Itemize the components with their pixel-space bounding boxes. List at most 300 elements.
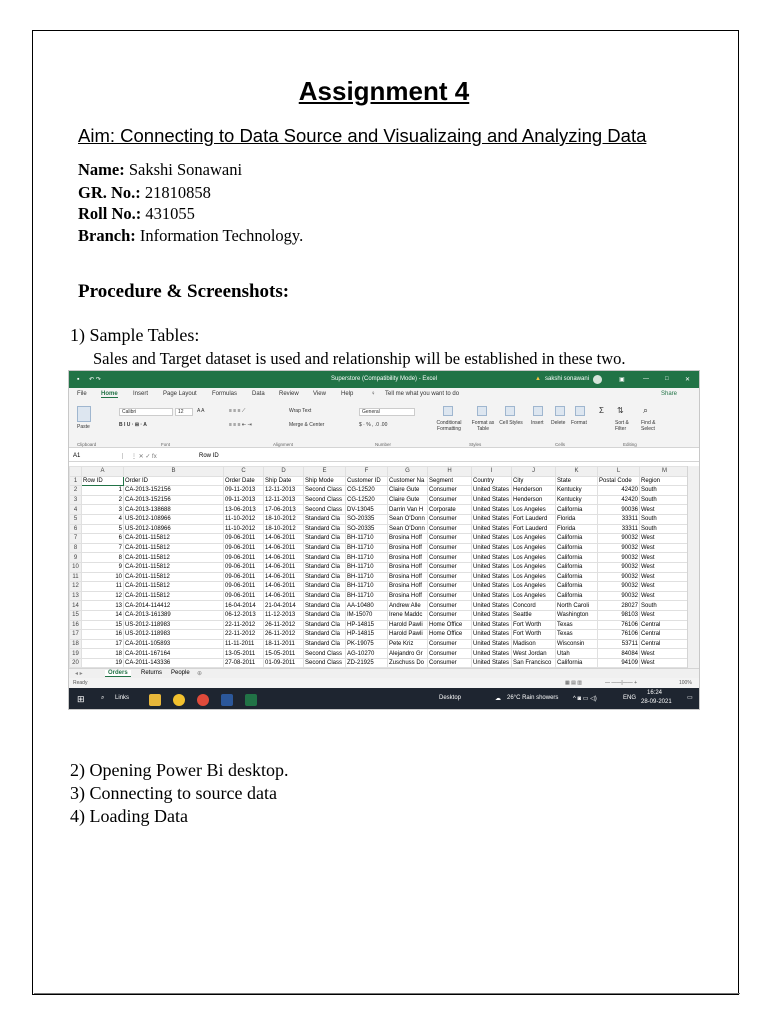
row-number: 9 [70, 553, 82, 563]
table-cell: HP-14815 [346, 630, 388, 640]
table-cell: Los Angeles [512, 591, 556, 601]
table-cell: 18-10-2012 [264, 514, 304, 524]
gr-value: 21810858 [140, 183, 211, 202]
table-cell: AA-10480 [346, 601, 388, 611]
table-cell: United States [472, 543, 512, 553]
table-cell: California [556, 553, 598, 563]
select-all-corner [70, 467, 82, 477]
header-cell: Order Date [224, 476, 264, 486]
table-cell: Central [640, 630, 690, 640]
table-cell: 17-06-2013 [264, 505, 304, 515]
table-cell: Kentucky [556, 486, 598, 496]
excel-title-bar [69, 371, 699, 388]
table-cell: CA-2011-115812 [124, 591, 224, 601]
zoom-level: 100% [679, 680, 692, 686]
table-cell: West [640, 610, 690, 620]
sort-filter: Sort & Filter [615, 420, 629, 432]
table-cell: Consumer [428, 562, 472, 572]
table-cell: Second Class [304, 505, 346, 515]
taskbar-search: Links [115, 695, 130, 701]
table-cell: 12-11-2013 [264, 495, 304, 505]
table-cell: Brosina Hoff [388, 534, 428, 544]
table-cell: Wisconsin [556, 639, 598, 649]
table-cell: Alejandro Gr [388, 649, 428, 659]
table-cell: West [640, 649, 690, 659]
column-header: F [346, 467, 388, 477]
table-row [70, 476, 690, 486]
ribbon-tabs [69, 388, 699, 402]
table-cell: 1 [82, 486, 124, 496]
table-cell: Seattle [512, 610, 556, 620]
table-cell: 11-10-2012 [224, 524, 264, 534]
format-cells-icon [575, 406, 585, 416]
table-cell: Fort Lauderd [512, 524, 556, 534]
branch-label: Branch: [78, 226, 136, 245]
sort-filter-icon: ⇅ [617, 406, 624, 415]
table-cell: United States [472, 486, 512, 496]
table-row [70, 601, 690, 611]
avatar [593, 375, 602, 384]
search-icon: ⌕ [101, 695, 105, 701]
table-cell: CA-2011-167164 [124, 649, 224, 659]
status-bar [69, 678, 699, 688]
table-cell: Claire Gute [388, 486, 428, 496]
sheet-nav-icon: ◂ ▸ [75, 671, 83, 677]
table-cell: ZD-21925 [346, 658, 388, 668]
table-cell: SO-20335 [346, 524, 388, 534]
table-cell: United States [472, 524, 512, 534]
table-row [70, 486, 690, 496]
table-cell: Consumer [428, 572, 472, 582]
table-cell: Claire Gute [388, 495, 428, 505]
table-cell: 09-06-2011 [224, 553, 264, 563]
table-cell: 42420 [598, 486, 640, 496]
column-header: B [124, 467, 224, 477]
windows-icon: ⊞ [77, 694, 85, 704]
table-cell: DV-13045 [346, 505, 388, 515]
lightbulb-icon: ♀ [371, 391, 376, 397]
table-cell: 09-06-2011 [224, 534, 264, 544]
table-cell: US-2012-118983 [124, 630, 224, 640]
table-cell: Fort Worth [512, 620, 556, 630]
table-cell: US-2012-108966 [124, 524, 224, 534]
table-cell: Florida [556, 524, 598, 534]
table-cell: 90032 [598, 582, 640, 592]
format-table-icon [477, 406, 487, 416]
word-icon [221, 694, 233, 706]
table-cell: 90032 [598, 534, 640, 544]
insert-cells: Insert [531, 420, 544, 426]
column-header: C [224, 467, 264, 477]
table-cell: Standard Cla [304, 610, 346, 620]
header-cell: Row ID [82, 476, 124, 486]
group-editing: Editing [623, 442, 637, 447]
table-cell: Irene Maddc [388, 610, 428, 620]
column-header: K [556, 467, 598, 477]
table-row [70, 514, 690, 524]
table-cell: Standard Cla [304, 514, 346, 524]
table-cell: CA-2011-105893 [124, 639, 224, 649]
find-icon: ⌕ [643, 405, 649, 415]
row-number: 8 [70, 543, 82, 553]
table-row [70, 553, 690, 563]
tab-file: File [77, 391, 87, 397]
step-1-description: Sales and Target dataset is used and relationship will be established in these two. [93, 349, 626, 368]
table-cell: 01-09-2011 [264, 658, 304, 668]
add-sheet-icon: ⊕ [197, 671, 203, 677]
group-font: Font [161, 442, 171, 447]
tab-help: Help [341, 391, 354, 397]
step-2: 2) Opening Power Bi desktop. [70, 760, 289, 780]
table-cell: Second Class [304, 495, 346, 505]
header-cell: State [556, 476, 598, 486]
table-cell: 10 [82, 572, 124, 582]
table-cell: Madison [512, 639, 556, 649]
page-border-bottom [34, 993, 740, 995]
table-cell: Consumer [428, 534, 472, 544]
aim-line: Aim: Connecting to Data Source and Visualizaing and Analyzing Data [78, 125, 647, 146]
column-header: M [640, 467, 690, 477]
column-header: H [428, 467, 472, 477]
header-cell: Region [640, 476, 690, 486]
table-cell: 18 [82, 649, 124, 659]
table-cell: 13-06-2013 [224, 505, 264, 515]
table-cell: Brosina Hoff [388, 582, 428, 592]
delete-cells: Delete [551, 420, 566, 426]
column-header: E [304, 467, 346, 477]
table-row [70, 630, 690, 640]
find-select: Find & Select [641, 420, 656, 432]
table-cell: BH-11710 [346, 582, 388, 592]
table-cell: CA-2011-143336 [124, 658, 224, 668]
close-icon: ✕ [685, 377, 691, 383]
table-cell: 3 [82, 505, 124, 515]
row-number: 12 [70, 582, 82, 592]
row-number: 17 [70, 630, 82, 640]
window-title: Superstore (Compatibility Mode) - Excel [331, 376, 438, 382]
table-cell: United States [472, 601, 512, 611]
table-cell: CA-2011-115812 [124, 562, 224, 572]
table-cell: 13-05-2011 [224, 649, 264, 659]
table-cell: West [640, 505, 690, 515]
table-cell: Home Office [428, 630, 472, 640]
table-cell: South [640, 601, 690, 611]
table-cell: 33311 [598, 514, 640, 524]
table-cell: North Caroli [556, 601, 598, 611]
row-number: 15 [70, 610, 82, 620]
header-cell: City [512, 476, 556, 486]
table-cell: Home Office [428, 620, 472, 630]
table-cell: Central [640, 639, 690, 649]
table-cell: California [556, 658, 598, 668]
table-cell: San Francisco [512, 658, 556, 668]
table-cell: Brosina Hoff [388, 562, 428, 572]
table-cell: West [640, 591, 690, 601]
table-row [70, 620, 690, 630]
table-cell: United States [472, 505, 512, 515]
table-cell: BH-11710 [346, 572, 388, 582]
tab-insert: Insert [133, 391, 149, 397]
table-cell: CA-2011-115812 [124, 534, 224, 544]
table-cell: CA-2013-152156 [124, 495, 224, 505]
align-top-icons: ≡ ≡ ≡ ⟋ [229, 408, 246, 414]
insert-cells-icon [533, 406, 543, 416]
sheet-tab-returns: Returns [141, 670, 163, 676]
language: ENG [623, 695, 637, 701]
group-styles: Styles [469, 442, 482, 447]
table-row [70, 591, 690, 601]
weather-text: 26°C Rain showers [507, 695, 559, 701]
table-cell: Standard Cla [304, 591, 346, 601]
table-cell: BH-11710 [346, 591, 388, 601]
table-cell: California [556, 543, 598, 553]
table-cell: CA-2014-114412 [124, 601, 224, 611]
table-cell: Los Angeles [512, 582, 556, 592]
table-cell: Sean O'Donn [388, 514, 428, 524]
table-cell: United States [472, 582, 512, 592]
table-cell: Standard Cla [304, 582, 346, 592]
group-cells: Cells [555, 442, 566, 447]
table-cell: Utah [556, 649, 598, 659]
table-cell: 09-06-2011 [224, 582, 264, 592]
table-cell: United States [472, 572, 512, 582]
table-cell: 06-12-2013 [224, 610, 264, 620]
table-cell: Los Angeles [512, 543, 556, 553]
sheet-tab-orders: Orders [105, 670, 131, 677]
table-cell: 11-11-2011 [224, 639, 264, 649]
formula-input: Row ID [199, 453, 219, 459]
row-number: 3 [70, 495, 82, 505]
table-cell: 15-05-2011 [264, 649, 304, 659]
table-cell: 09-11-2013 [224, 486, 264, 496]
font-size-box: 12 [175, 408, 193, 416]
sheet-tab-people: People [171, 670, 190, 676]
table-cell: Consumer [428, 610, 472, 620]
table-row [70, 524, 690, 534]
table-cell: 26-11-2012 [264, 630, 304, 640]
header-cell: Country [472, 476, 512, 486]
gr-label: GR. No.: [78, 183, 141, 202]
table-cell: West Jordan [512, 649, 556, 659]
row-number: 2 [70, 486, 82, 496]
table-cell: United States [472, 658, 512, 668]
table-cell: California [556, 582, 598, 592]
table-cell: 14-06-2011 [264, 543, 304, 553]
table-cell: 7 [82, 543, 124, 553]
table-cell: Fort Lauderd [512, 514, 556, 524]
table-cell: 4 [82, 514, 124, 524]
table-cell: Central [640, 620, 690, 630]
table-cell: California [556, 572, 598, 582]
formula-icons: ⋮ ✕ ✓ fx [131, 454, 157, 460]
table-cell: Consumer [428, 486, 472, 496]
table-cell: BH-11710 [346, 534, 388, 544]
table-cell: 94109 [598, 658, 640, 668]
table-cell: BH-11710 [346, 543, 388, 553]
windows-taskbar [69, 688, 699, 710]
row-number: 19 [70, 649, 82, 659]
name-box: A1 [73, 453, 123, 459]
table-cell: 14-06-2011 [264, 572, 304, 582]
table-cell: 11-12-2013 [264, 610, 304, 620]
header-cell: Postal Code [598, 476, 640, 486]
group-clipboard: Clipboard [77, 442, 97, 447]
table-cell: United States [472, 610, 512, 620]
table-cell: Standard Cla [304, 534, 346, 544]
tell-me-box: Tell me what you want to do [385, 391, 460, 397]
table-cell: Florida [556, 514, 598, 524]
table-cell: CG-12520 [346, 486, 388, 496]
table-cell: CA-2013-161389 [124, 610, 224, 620]
table-cell: Consumer [428, 514, 472, 524]
table-cell: 09-06-2011 [224, 543, 264, 553]
file-explorer-icon [149, 694, 161, 706]
vertical-scrollbar [687, 466, 699, 668]
table-cell: PK-19075 [346, 639, 388, 649]
notification-icon: ▭ [687, 695, 693, 701]
name-value: Sakshi Sonawani [124, 160, 243, 179]
table-cell: 21-04-2014 [264, 601, 304, 611]
clock-date: 28-09-2021 [641, 699, 672, 705]
roll-label: Roll No.: [78, 204, 142, 223]
tab-data: Data [252, 391, 265, 397]
table-cell: United States [472, 495, 512, 505]
table-cell: Darrin Van H [388, 505, 428, 515]
table-cell: US-2012-118983 [124, 620, 224, 630]
clock-time: 16:24 [647, 690, 663, 696]
delete-cells-icon [555, 406, 565, 416]
table-cell: CA-2011-115812 [124, 572, 224, 582]
table-cell: 18-10-2012 [264, 524, 304, 534]
table-cell: 90032 [598, 553, 640, 563]
table-cell: Consumer [428, 658, 472, 668]
table-cell: SO-20335 [346, 514, 388, 524]
table-cell: 9 [82, 562, 124, 572]
row-number: 13 [70, 591, 82, 601]
table-cell: Consumer [428, 553, 472, 563]
step-4: 4) Loading Data [70, 806, 188, 826]
table-cell: Standard Cla [304, 639, 346, 649]
save-icon: ▪ [77, 376, 80, 383]
table-cell: Harold Pawli [388, 630, 428, 640]
format-cells: Format [571, 420, 587, 426]
table-cell: 33311 [598, 524, 640, 534]
table-cell: 76106 [598, 620, 640, 630]
formula-bar [69, 451, 699, 462]
excel-screenshot [68, 370, 700, 710]
zoom-slider-icon: — ——|—— + [605, 680, 637, 686]
table-cell: Standard Cla [304, 601, 346, 611]
table-cell: 28027 [598, 601, 640, 611]
table-cell: Andrew Alle [388, 601, 428, 611]
desktop-label: Desktop [439, 695, 462, 701]
table-cell: 14-06-2011 [264, 553, 304, 563]
table-cell: 14-06-2011 [264, 562, 304, 572]
roll-value: 431055 [141, 204, 195, 223]
table-cell: Standard Cla [304, 630, 346, 640]
table-cell: Los Angeles [512, 572, 556, 582]
roll-line [78, 204, 195, 224]
table-cell: AG-10270 [346, 649, 388, 659]
table-cell: Standard Cla [304, 524, 346, 534]
table-cell: Consumer [428, 495, 472, 505]
tray-icons: ^ ◙ ▭ ◁) [573, 696, 597, 702]
row-number: 11 [70, 572, 82, 582]
table-cell: United States [472, 649, 512, 659]
table-cell: Texas [556, 630, 598, 640]
group-alignment: Alignment [273, 442, 294, 447]
table-cell: Standard Cla [304, 572, 346, 582]
row-number: 1 [70, 476, 82, 486]
column-header-row [70, 467, 690, 477]
table-cell: 09-11-2013 [224, 495, 264, 505]
table-cell: Consumer [428, 601, 472, 611]
table-cell: Consumer [428, 582, 472, 592]
header-cell: Ship Date [264, 476, 304, 486]
table-cell: Fort Worth [512, 630, 556, 640]
table-cell: Los Angeles [512, 562, 556, 572]
table-cell: West [640, 562, 690, 572]
column-header: G [388, 467, 428, 477]
table-cell: BH-11710 [346, 562, 388, 572]
table-cell: US-2012-108966 [124, 514, 224, 524]
table-cell: South [640, 495, 690, 505]
table-cell: 11 [82, 582, 124, 592]
excel-icon [245, 694, 257, 706]
table-cell: United States [472, 553, 512, 563]
table-cell: 27-08-2011 [224, 658, 264, 668]
table-row [70, 495, 690, 505]
table-row [70, 649, 690, 659]
table-cell: 14-06-2011 [264, 591, 304, 601]
table-cell: Los Angeles [512, 553, 556, 563]
chrome-icon [173, 694, 185, 706]
cell-styles-icon [505, 406, 515, 416]
group-number: Number [375, 442, 392, 447]
warning-icon: ▲ [535, 376, 541, 382]
table-cell: Consumer [428, 649, 472, 659]
gr-line [78, 183, 211, 203]
table-cell: 17 [82, 639, 124, 649]
spreadsheet-grid [69, 466, 689, 668]
table-cell: 14 [82, 610, 124, 620]
table-cell: West [640, 543, 690, 553]
table-cell: Pete Kriz [388, 639, 428, 649]
maximize-icon: □ [665, 376, 669, 382]
table-cell: United States [472, 620, 512, 630]
table-cell: United States [472, 534, 512, 544]
table-cell: United States [472, 591, 512, 601]
table-cell: Brosina Hoff [388, 572, 428, 582]
table-cell: 16 [82, 630, 124, 640]
table-cell: Consumer [428, 543, 472, 553]
font-grow-icon: A A [197, 408, 205, 414]
table-cell: 90032 [598, 572, 640, 582]
table-cell: South [640, 524, 690, 534]
table-cell: Los Angeles [512, 534, 556, 544]
header-cell: Customer Na [388, 476, 428, 486]
table-row [70, 543, 690, 553]
table-cell: 13 [82, 601, 124, 611]
step-1: 1) Sample Tables: [70, 325, 200, 345]
row-number: 4 [70, 505, 82, 515]
table-cell: Kentucky [556, 495, 598, 505]
format-as-table: Format as Table [471, 420, 495, 432]
table-cell: 14-06-2011 [264, 534, 304, 544]
tab-review: Review [279, 391, 299, 397]
table-cell: United States [472, 562, 512, 572]
font-style-icons: B I U · ⊞ · A [119, 422, 147, 428]
